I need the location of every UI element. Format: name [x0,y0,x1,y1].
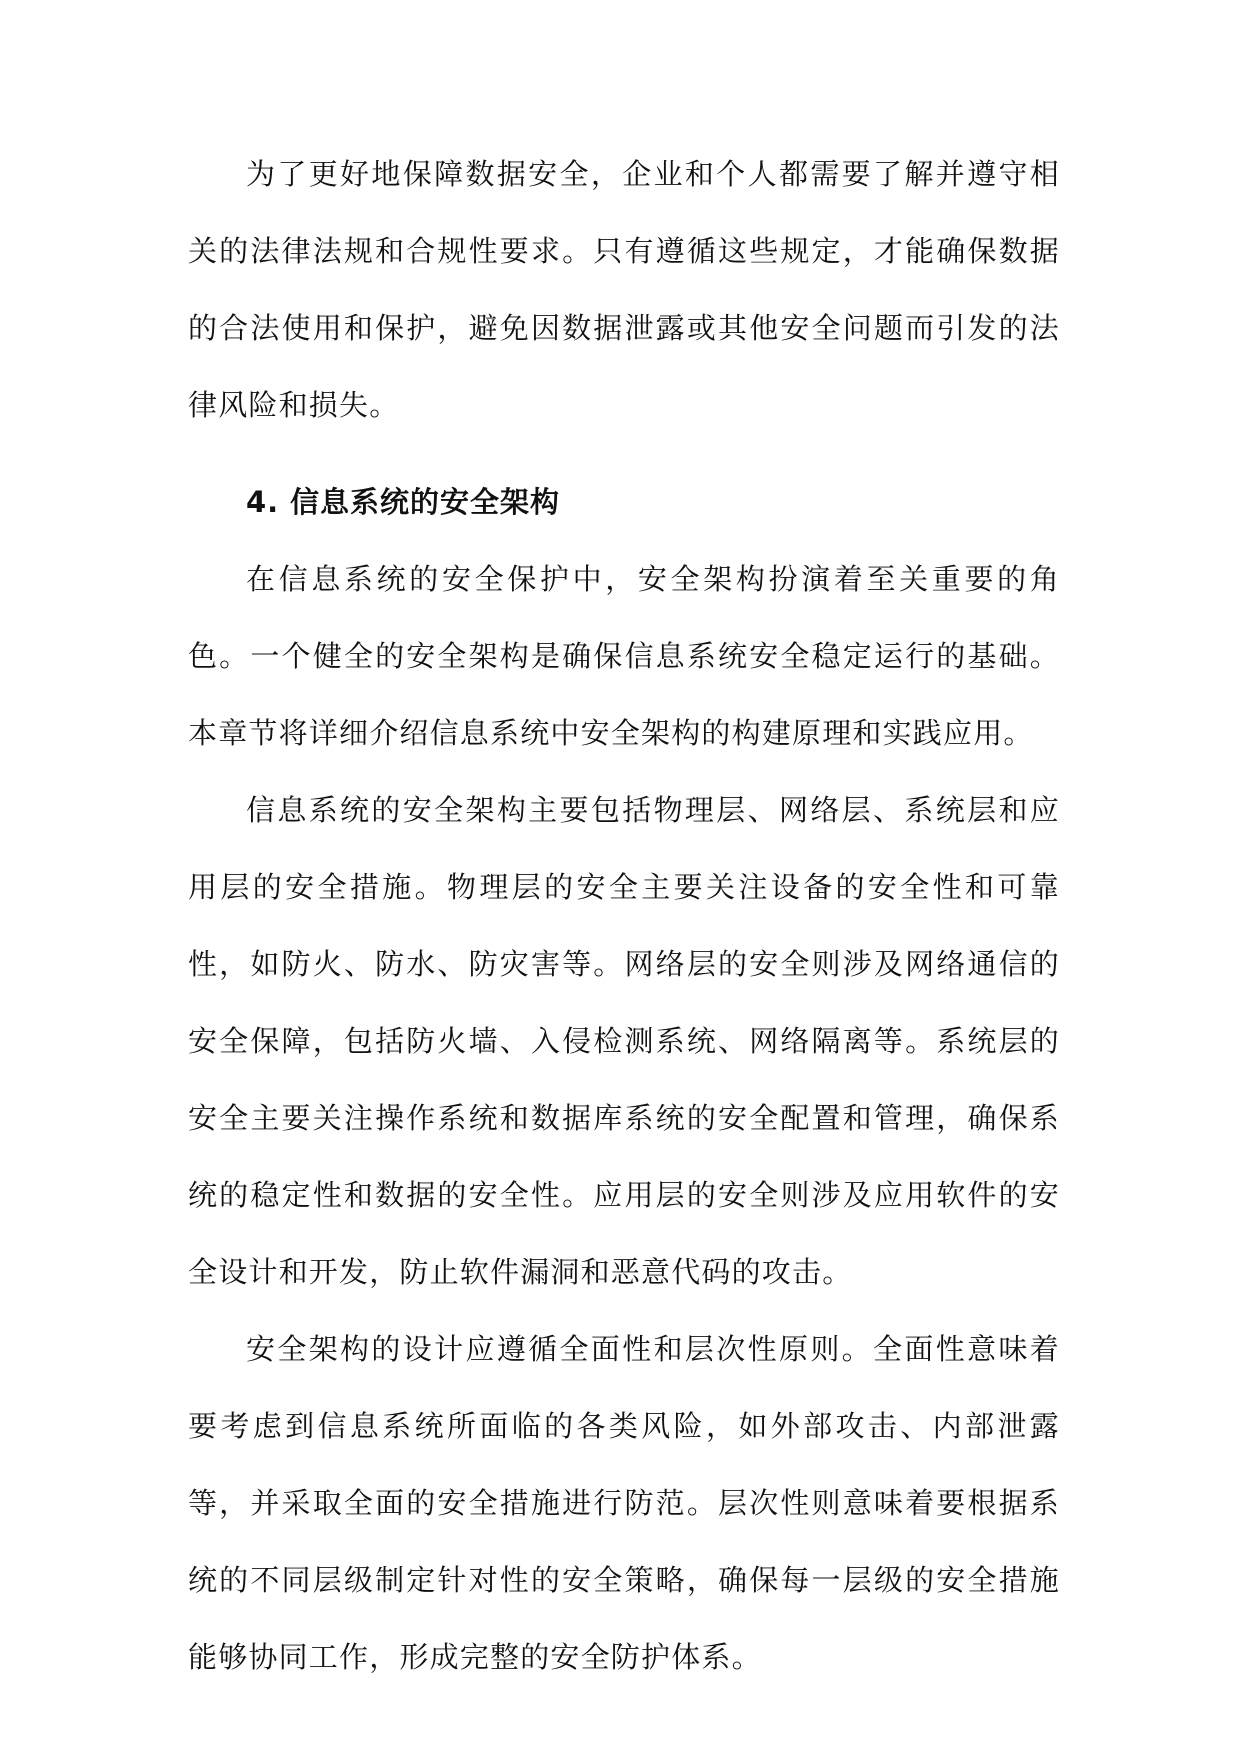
spacer [188,444,1060,464]
paragraph-architecture-intro: 在信息系统的安全保护中，安全架构扮演着至关重要的角色。一个健全的安全架构是确保信息系统安全稳定运行的基础。本章节将详细介绍信息系统中安全架构的构建原理和实践应用。 [188,562,1060,750]
paragraph-data-compliance: 为了更好地保障数据安全，企业和个人都需要了解并遵守相关的法律法规和合规性要求。只有遵循这些规定，才能确保数据的合法使用和保护，避免因数据泄露或其他安全问题而引发的法律风险和损失。 [188,157,1060,422]
section-heading [188,464,1060,541]
document-body [188,136,1060,1696]
section-title: 信息系统的安全架构 [290,485,561,519]
paragraph-architecture-layers: 信息系统的安全架构主要包括物理层、网络层、系统层和应用层的安全措施。物理层的安全主要关注设备的安全性和可靠性，如防火、防水、防灾害等。网络层的安全则涉及网络通信的安全保障，包括防火墙、入侵检测系统、网络隔离等。系统层的安全主要关注操作系统和数据库系统的安全配置和管理，确保系统的稳定性和数据的安全性。应用层的安全则涉及应用软件的安全设计和开发，防止软件漏洞和恶意代码的攻击。 [188,793,1060,1289]
paragraph-design-principles: 安全架构的设计应遵循全面性和层次性原则。全面性意味着要考虑到信息系统所面临的各类风险，如外部攻击、内部泄露等，并采取全面的安全措施进行防范。层次性则意味着要根据系统的不同层级制定针对性的安全策略，确保每一层级的安全措施能够协同工作，形成完整的安全防护体系。 [188,1332,1060,1674]
section-number: 4. [246,485,280,519]
